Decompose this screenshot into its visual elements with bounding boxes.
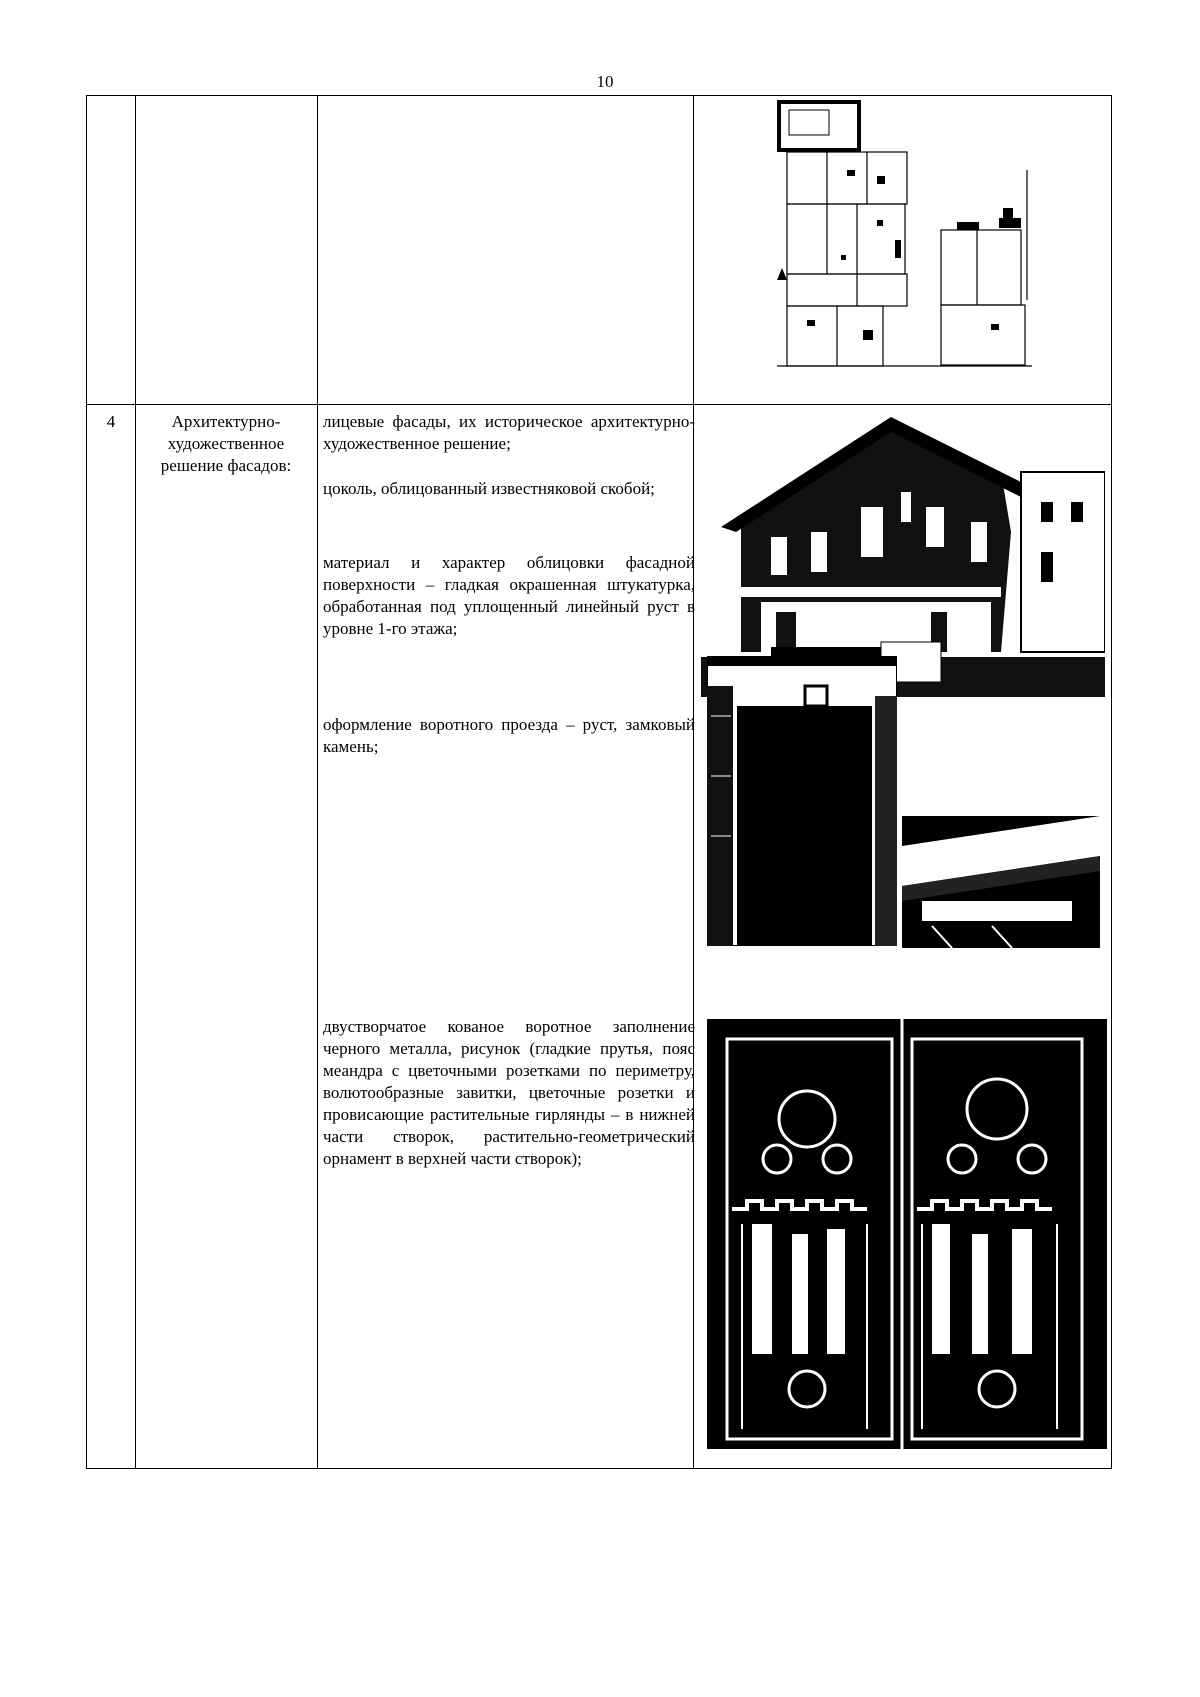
object-table [86,95,1112,1469]
description-item: материал и характер облицовки фасадной поверхности – гладкая окрашенная штукатурка, обработанная под уплощенный линейный руст в уровне 1-го этажа; [323,553,695,638]
row-divider [87,404,1111,405]
description-item: лицевые фасады, их историческое архитектурно-художественное решение; [323,412,695,453]
row-number: 4 [106,412,116,431]
row-name: Архитектурно-художественное решение фасадов: [160,412,292,475]
description-item: цоколь, облицованный известняковой скобой; [323,479,655,498]
description-item: двустворчатое кованое воротное заполнение черного металла, рисунок (гладкие прутья, пояс меандра с цветочными розетками по периметру, волютообразные завитки, цветочные розетки и провисающие растительные гирлянды – в нижней части створок, растительно-геометрический орнамент в верхней части створок); [323,1017,695,1168]
column-divider [135,96,136,1468]
column-divider [317,96,318,1468]
gate-passage-photo [707,656,897,946]
forged-gate-photo [707,1009,1107,1461]
column-divider [693,96,694,1468]
facade-photo [701,412,1105,697]
floor-plan-image [777,100,1037,376]
page-number: 10 [596,72,614,91]
keystone-detail-photo [902,816,1100,948]
description-item: оформление воротного проезда – руст, замковый камень; [323,715,695,756]
